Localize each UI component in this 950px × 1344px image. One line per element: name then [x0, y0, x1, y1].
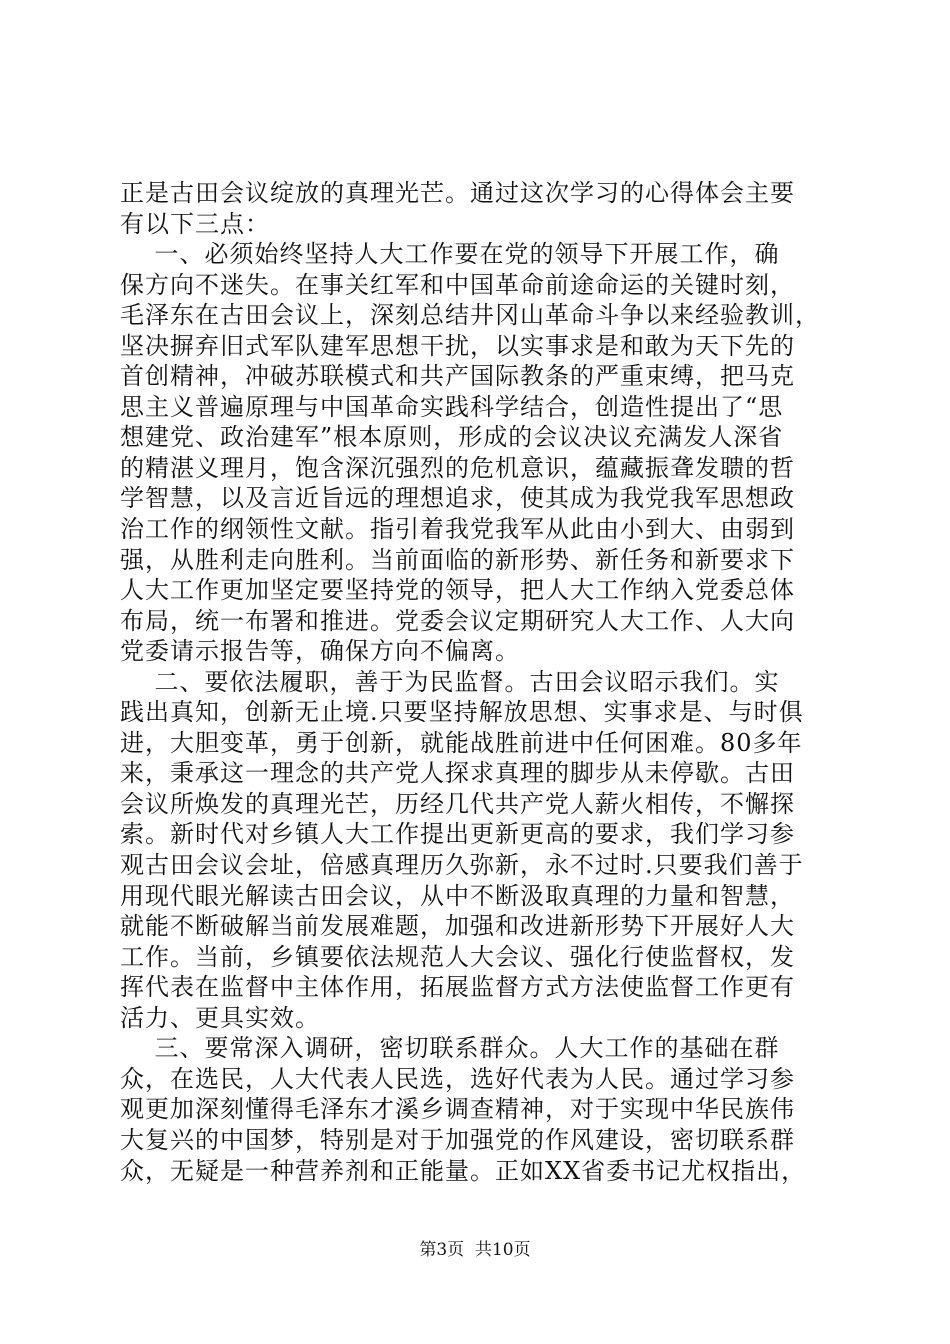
body-text — [120, 178, 840, 1186]
text-line: 三、要常深入调研，密切联系群众。人大工作的基础在群 — [120, 1034, 780, 1063]
text-line: 首创精神，冲破苏联模式和共产国际教条的严重束缚，把马克 — [120, 362, 795, 391]
text-line: 强，从胜利走向胜利。当前面临的新形势、新任务和新要求下 — [120, 545, 795, 574]
text-line: 会议所焕发的真理光芒，历经几代共产党人薪火相传，不懈探 — [120, 789, 795, 818]
text-line: 来，秉承这一理念的共产党人探求真理的脚步从未停歇。古田 — [120, 759, 795, 788]
text-line: 学智慧，以及言近旨远的理想追求，使其成为我党我军思想政 — [120, 484, 795, 513]
text-line: 保方向不迷失。在事关红军和中国革命前途命运的关键时刻， — [120, 270, 795, 299]
text-line: 就能不断破解当前发展难题，加强和改进新形势下开展好人大 — [120, 912, 795, 941]
text-line: 进，大胆变革，勇于创新，就能战胜前进中任何困难。80多年 — [120, 728, 803, 757]
text-line: 一、必须始终坚持人大工作要在党的领导下开展工作，确 — [120, 240, 780, 269]
text-line: 二、要依法履职，善于为民监督。古田会议昭示我们。实 — [120, 667, 780, 696]
text-line: 工作。当前，乡镇要依法规范人大会议、强化行使监督权，发 — [120, 942, 795, 971]
text-line: 践出真知，创新无止境.只要坚持解放思想、实事求是、与时俱 — [120, 698, 804, 727]
text-line: 观更加深刻懂得毛泽东才溪乡调查精神，对于实现中华民族伟 — [120, 1095, 795, 1124]
text-line: 用现代眼光解读古田会议，从中不断汲取真理的力量和智慧， — [120, 881, 795, 910]
text-line: 众，在选民，人大代表人民选，选好代表为人民。通过学习参 — [120, 1064, 795, 1093]
text-line: 坚决摒弃旧式军队建军思想干扰，以实事求是和敢为天下先的 — [120, 331, 795, 360]
text-line: 挥代表在监督中主体作用，拓展监督方式方法使监督工作更有 — [120, 973, 795, 1002]
text-line: 的精湛义理月，饱含深沉强烈的危机意识，蕴藏振聋发聩的哲 — [120, 453, 795, 482]
text-line: 思主义普遍原理与中国革命实践科学结合，创造性提出了“思 — [120, 392, 784, 421]
page-number: 第3页 共10页 — [419, 1240, 531, 1260]
text-line: 众，无疑是一种营养剂和正能量。正如XX省委书记尤权指出， — [120, 1156, 807, 1185]
text-line: 布局，统一布署和推进。党委会议定期研究人大工作、人大向 — [120, 606, 795, 635]
text-line: 观古田会议会址，倍感真理历久弥新，永不过时.只要我们善于 — [120, 851, 804, 880]
text-line: 党委请示报告等，确保方向不偏离。 — [120, 637, 520, 666]
text-line: 有以下三点： — [120, 209, 270, 238]
text-line: 正是古田会议绽放的真理光芒。通过这次学习的心得体会主要 — [120, 179, 795, 207]
text-line: 治工作的纲领性文献。指引着我党我军从此由小到大、由弱到 — [120, 515, 795, 544]
text-line: 人大工作更加坚定要坚持党的领导，把人大工作纳入党委总体 — [120, 576, 795, 605]
text-line: 毛泽东在古田会议上，深刻总结井冈山革命斗争以来经验教训， — [120, 301, 820, 330]
text-line: 大复兴的中国梦，特别是对于加强党的作风建设，密切联系群 — [120, 1125, 795, 1154]
text-line: 活力、更具实效。 — [120, 1003, 320, 1032]
text-line: 想建党、政治建军”根本原则，形成的会议决议充满发人深省 — [120, 423, 784, 452]
text-line: 索。新时代对乡镇人大工作提出更新更高的要求，我们学习参 — [120, 820, 795, 849]
